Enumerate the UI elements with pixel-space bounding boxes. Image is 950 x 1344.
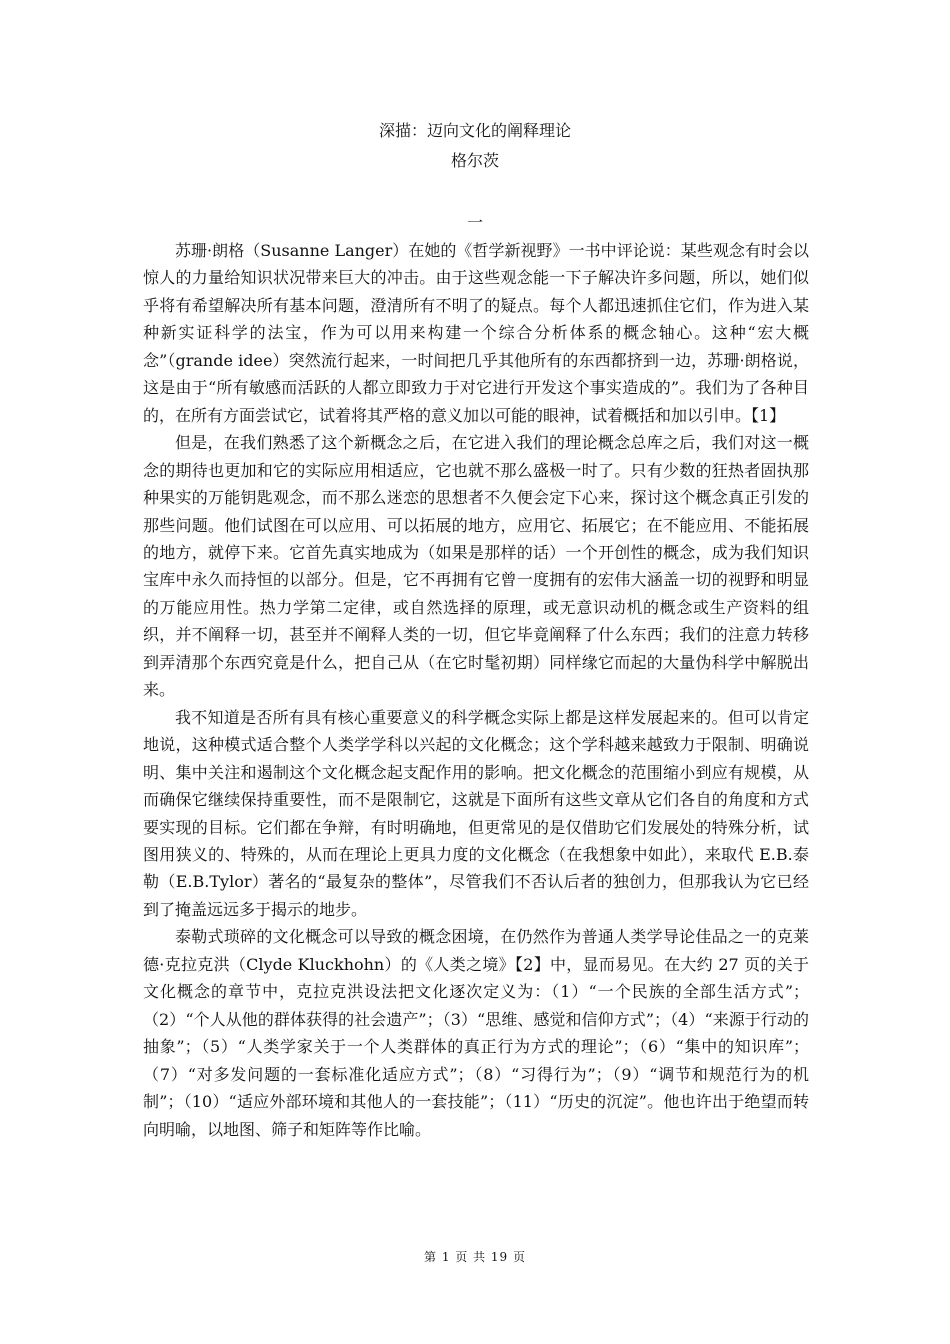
body-text bbox=[143, 237, 809, 1143]
paragraph: 苏珊·朗格（Susanne Langer）在她的《哲学新视野》一书中评论说：某些观念有时会以惊人的力量给知识状况带来巨大的冲击。由于这些观念能一下子解决许多问题，所以，她们似乎将有希望解决所有基本问题，澄清所有不明了的疑点。每个人都迅速抓住它们，作为进入某种新实证科学的法宝，作为可以用来构建一个综合分析体系的概念轴心。这种“宏大概念”（grande idee）突然流行起来，一时间把几乎其他所有的东西都挤到一边，苏珊·朗格说，这是由于“所有敏感而活跃的人都立即致力于对它进行开发这个事实造成的”。我们为了各种目的，在所有方面尝试它，试着将其严格的意义加以可能的眼神，试着概括和加以引申。【1】 bbox=[143, 241, 809, 425]
page-footer: 第 1 页 共 19 页 bbox=[424, 1250, 526, 1264]
page-title: 深描：迈向文化的阐释理论 bbox=[378, 121, 571, 140]
paragraph: 泰勒式琐碎的文化概念可以导致的概念困境，在仍然作为普通人类学导论佳品之一的克莱德·克拉克洪（Clyde Kluckhohn）的《人类之境》【2】中，显而易见。在大约 27 页的关于文化概念的章节中，克拉克洪设法把文化逐次定义为：（1）“一个民族的全部生活方式”；（2）“个人从他的群体获得的社会遗产”；（3）“思维、感觉和信仰方式”；（4）“来源于行动的抽象”；（5）“人类学家关于一个人类群体的真正行为方式的理论”；（6）“集中的知识库”；（7）“对多发问题的一套标准化适应方式”；（8）“习得行为”；（9）“调节和规范行为的机制”；（10）“适应外部环境和其他人的一套技能”；（11）“历史的沉淀”。他也许出于绝望而转向明喻，以地图、筛子和矩阵等作比喻。 bbox=[143, 927, 809, 1139]
section-number: 一 bbox=[466, 213, 483, 232]
paragraph: 我不知道是否所有具有核心重要意义的科学概念实际上都是这样发展起来的。但可以肯定地说，这种模式适合整个人类学学科以兴起的文化概念；这个学科越来越致力于限制、明确说明、集中关注和遏制这个文化概念起支配作用的影响。把文化概念的范围缩小到应有规模，从而确保它继续保持重要性，而不是限制它，这就是下面所有这些文章从它们各自的角度和方式要实现的目标。它们都在争辩，有时明确地，但更常见的是仅借助它们发展处的特殊分析，试图用狭义的、特殊的，从而在理论上更具力度的文化概念（在我想象中如此），来取代 E.B.泰勒（E.B.Tylor）著名的“最复杂的整体”，尽管我们不否认后者的独创力，但那我认为它已经到了掩盖远远多于揭示的地步。 bbox=[143, 707, 809, 919]
author-name: 格尔茨 bbox=[450, 151, 499, 170]
paragraph: 但是，在我们熟悉了这个新概念之后，在它进入我们的理论概念总库之后，我们对这一概念的期待也更加和它的实际应用相适应，它也就不那么盛极一时了。只有少数的狂热者固执那种果实的万能钥匙观念，而不那么迷恋的思想者不久便会定下心来，探讨这个概念真正引发的那些问题。他们试图在可以应用、可以拓展的地方，应用它、拓展它；在不能应用、不能拓展的地方，就停下来。它首先真实地成为（如果是那样的话）一个开创性的概念，成为我们知识宝库中永久而持恒的以部分。但是，它不再拥有它曾一度拥有的宏伟大涵盖一切的视野和明显的万能应用性。热力学第二定律，或自然选择的原理，或无意识动机的概念或生产资料的组织，并不阐释一切，甚至并不阐释人类的一切，但它毕竟阐释了什么东西；我们的注意力转移到弄清那个东西究竟是什么，把自己从（在它时髦初期）同样缘它而起的大量伪科学中解脱出来。 bbox=[143, 433, 809, 700]
